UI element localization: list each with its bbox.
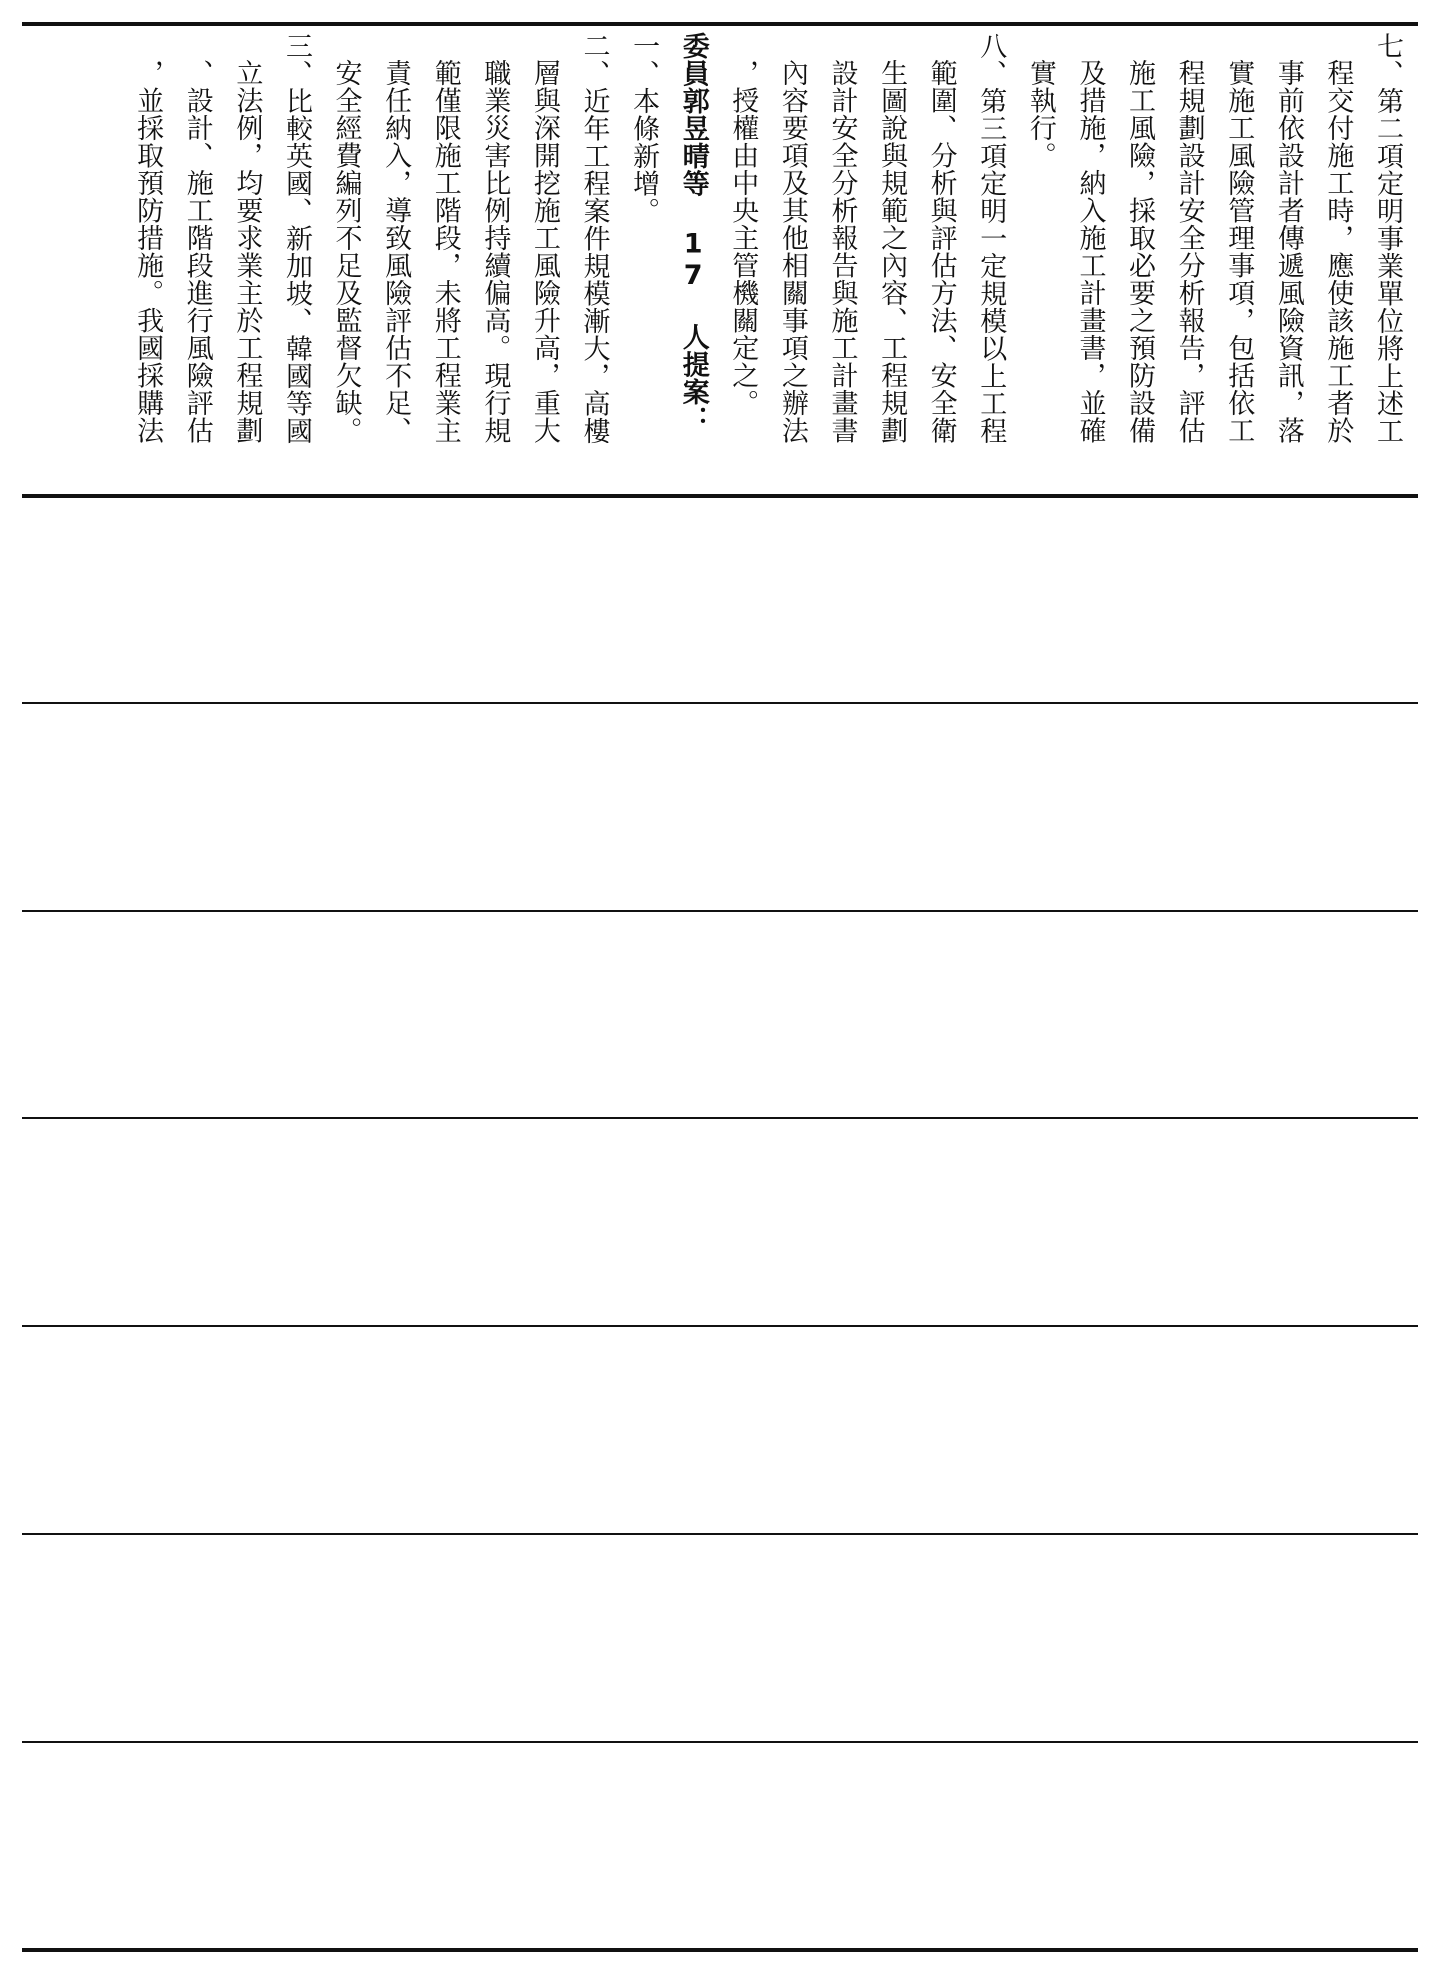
text-column: 生圖說與規範之內容、工程規劃 (876, 59, 908, 444)
text-column: 一、本條新增。 (628, 32, 660, 225)
text-column: 設計安全分析報告與施工計畫書 (826, 59, 858, 444)
text-column: 及措施，納入施工計畫書，並確 (1074, 59, 1106, 444)
row-divider (22, 1533, 1418, 1535)
row-divider (22, 1325, 1418, 1327)
text-column: 層與深開挖施工風險升高，重大 (528, 59, 560, 444)
text-column: 程規劃設計安全分析報告，評估 (1173, 59, 1205, 444)
text-column: 範圍、分析與評估方法、安全衛 (925, 59, 957, 444)
text-column: 實施工風險管理事項，包括依工 (1223, 59, 1255, 444)
text-column: 八、第三項定明一定規模以上工程 (975, 32, 1007, 445)
text-column: 職業災害比例持續偏高。現行規 (479, 59, 511, 444)
row-divider (22, 1117, 1418, 1119)
text-column: ，並採取預防措施。我國採購法 (132, 59, 164, 444)
text-column: ，授權由中央主管機關定之。 (727, 59, 759, 417)
text-column: 事前依設計者傳遞風險資訊，落 (1272, 59, 1304, 444)
text-column: 範僅限施工階段，未將工程業主 (429, 59, 461, 444)
text-column: 立法例，均要求業主於工程規劃 (231, 59, 263, 444)
text-column: 施工風險，採取必要之預防設備 (1124, 59, 1156, 444)
text-column: 實執行。 (1024, 59, 1056, 169)
row-divider (22, 494, 1418, 498)
row-divider (22, 1741, 1418, 1743)
proposer-heading: 委員郭昱晴等 17 人提案： (677, 32, 709, 433)
text-column: 責任納入，導致風險評估不足、 (380, 59, 412, 444)
row-divider (22, 702, 1418, 704)
explanation-cell (22, 26, 1418, 496)
text-column: 七、第二項定明事業單位將上述工 (1372, 32, 1403, 445)
text-column: 、設計、施工階段進行風險評估 (181, 59, 213, 444)
text-column: 程交付施工時，應使該施工者於 (1322, 59, 1354, 444)
text-column: 三、比較英國、新加坡、韓國等國 (280, 32, 312, 445)
text-column: 二、近年工程案件規模漸大，高樓 (578, 32, 610, 445)
row-divider (22, 910, 1418, 912)
vertical-text-block (123, 32, 1412, 492)
table-bottom-rule (22, 1948, 1418, 1952)
text-column: 安全經費編列不足及監督欠缺。 (330, 59, 362, 444)
text-column: 內容要項及其他相關事項之辦法 (776, 59, 808, 444)
